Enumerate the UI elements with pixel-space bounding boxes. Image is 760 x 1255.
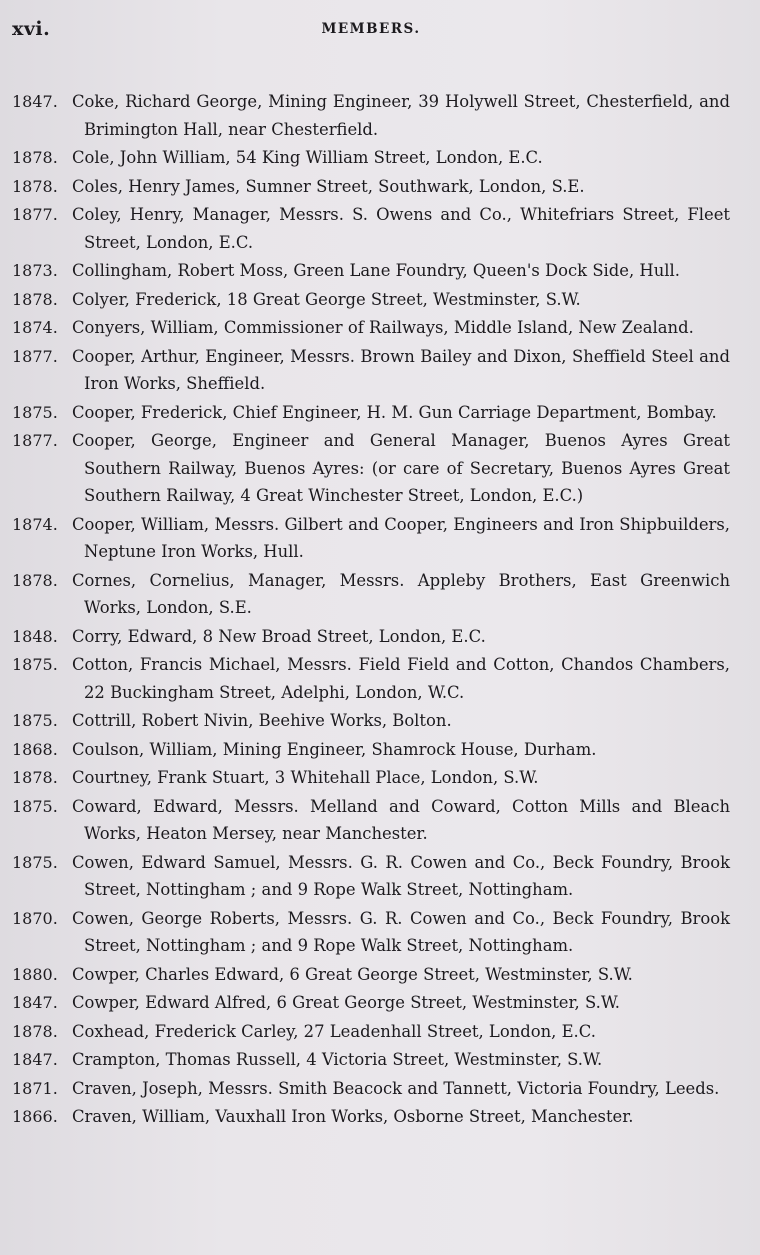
entry-year: 1878. (12, 570, 58, 590)
entry-year: 1875. (12, 711, 58, 730)
entry-text: Cooper, Frederick, Chief Engineer, H. M. Gun Carriage Department, Bombay. (72, 402, 717, 422)
entry-year: 1875. (12, 852, 58, 872)
entry-text: Conyers, William, Commissioner of Railways, Middle Island, New Zealand. (72, 318, 694, 337)
entry-text: Coulson, William, Mining Engineer, Shamrock House, Durham. (72, 739, 597, 759)
entry-text: Cotton, Francis Michael, Messrs. Field Field and Cotton, Chandos Chambers, 22 Buckingham Street, Adelphi, London, W.C. (72, 655, 730, 702)
entry-text: Cornes, Cornelius, Manager, Messrs. Appleby Brothers, East Greenwich Works, London, S.E. (72, 570, 730, 617)
entry-text: Craven, William, Vauxhall Iron Works, Osborne Street, Manchester. (72, 1107, 634, 1126)
entry-text: Courtney, Frank Stuart, 3 Whitehall Place, London, S.W. (72, 768, 539, 787)
member-entry (12, 173, 730, 201)
entry-year: 1868. (12, 739, 58, 759)
entry-text: Corry, Edward, 8 New Broad Street, London, E.C. (72, 626, 486, 646)
entry-year: 1875. (12, 402, 58, 422)
entry-year: 1877. (12, 205, 58, 224)
member-entry (12, 623, 730, 651)
page-number: xvi. (12, 18, 51, 40)
member-entry (12, 511, 730, 566)
member-list (12, 88, 730, 1131)
entry-year: 1866. (12, 1107, 58, 1126)
entry-text: Coward, Edward, Messrs. Melland and Coward, Cotton Mills and Bleach Works, Heaton Mersey, near Manchester. (72, 796, 730, 843)
member-entry (12, 257, 730, 285)
entry-text: Coke, Richard George, Mining Engineer, 39 Holywell Street, Chesterfield, and Brimington Hall, near Chesterfield. (72, 92, 730, 139)
entry-year: 1874. (12, 514, 58, 534)
entry-year: 1877. (12, 431, 58, 450)
entry-text: Cooper, William, Messrs. Gilbert and Cooper, Engineers and Iron Shipbuilders, Neptune Iron Works, Hull. (72, 514, 730, 561)
member-entry (12, 849, 730, 904)
member-entry (12, 399, 730, 427)
entry-year: 1878. (12, 768, 58, 787)
entry-year: 1871. (12, 1078, 58, 1098)
entry-text: Craven, Joseph, Messrs. Smith Beacock and Tannett, Victoria Foundry, Leeds. (72, 1078, 720, 1098)
running-head: MEMBERS. (321, 21, 421, 37)
member-entry (12, 88, 730, 143)
entry-year: 1878. (12, 1021, 58, 1041)
entry-text: Cooper, George, Engineer and General Manager, Buenos Ayres Great Southern Railway, Buenos Ayres: (or care of Secretary, Buenos Ayres Great Southern Railway, 4 Great Winchester Street, London, E.C.) (72, 431, 730, 505)
entry-text: Cowper, Edward Alfred, 6 Great George Street, Westminster, S.W. (72, 993, 621, 1012)
entry-year: 1877. (12, 346, 58, 366)
page-header (12, 18, 730, 44)
member-entry (12, 905, 730, 960)
entry-year: 1870. (12, 908, 58, 928)
member-entry (12, 427, 730, 510)
entry-text: Cooper, Arthur, Engineer, Messrs. Brown Bailey and Dixon, Sheffield Steel and Iron Works, Sheffield. (72, 346, 730, 393)
member-entry (12, 286, 730, 314)
entry-text: Cowper, Charles Edward, 6 Great George Street, Westminster, S.W. (72, 964, 633, 984)
entry-text: Cowen, Edward Samuel, Messrs. G. R. Cowen and Co., Beck Foundry, Brook Street, Nottingham ; and 9 Rope Walk Street, Nottingham. (72, 852, 730, 899)
entry-year: 1880. (12, 964, 58, 984)
member-entry (12, 1075, 730, 1103)
entry-year: 1878. (12, 176, 58, 196)
member-entry (12, 343, 730, 398)
entry-year: 1875. (12, 796, 58, 816)
entry-text: Coxhead, Frederick Carley, 27 Leadenhall Street, London, E.C. (72, 1021, 596, 1041)
member-entry (12, 793, 730, 848)
member-entry (12, 736, 730, 764)
entry-year: 1847. (12, 993, 58, 1012)
entry-year: 1878. (12, 148, 58, 167)
entry-text: Cowen, George Roberts, Messrs. G. R. Cowen and Co., Beck Foundry, Brook Street, Nottingham ; and 9 Rope Walk Street, Nottingham. (72, 908, 730, 955)
member-entry (12, 961, 730, 989)
member-entry (12, 1103, 730, 1131)
entry-text: Cottrill, Robert Nivin, Beehive Works, Bolton. (72, 711, 452, 730)
entry-text: Colyer, Frederick, 18 Great George Street, Westminster, S.W. (72, 289, 581, 309)
entry-text: Collingham, Robert Moss, Green Lane Foundry, Queen's Dock Side, Hull. (72, 261, 680, 280)
member-entry (12, 567, 730, 622)
member-entry (12, 144, 730, 172)
member-entry (12, 314, 730, 342)
entry-year: 1847. (12, 92, 58, 111)
entry-year: 1874. (12, 318, 58, 337)
entry-year: 1873. (12, 261, 58, 280)
member-entry (12, 201, 730, 256)
entry-year: 1878. (12, 289, 58, 309)
member-entry (12, 651, 730, 706)
member-entry (12, 989, 730, 1017)
entry-year: 1848. (12, 626, 58, 646)
entry-year: 1875. (12, 655, 58, 674)
member-entry (12, 1018, 730, 1046)
member-entry (12, 1046, 730, 1074)
entry-year: 1847. (12, 1050, 58, 1069)
entry-text: Coles, Henry James, Sumner Street, Southwark, London, S.E. (72, 176, 585, 196)
entry-text: Cole, John William, 54 King William Street, London, E.C. (72, 148, 543, 167)
member-entry (12, 764, 730, 792)
member-entry (12, 707, 730, 735)
entry-text: Coley, Henry, Manager, Messrs. S. Owens and Co., Whitefriars Street, Fleet Street, London, E.C. (72, 205, 730, 252)
entry-text: Crampton, Thomas Russell, 4 Victoria Street, Westminster, S.W. (72, 1050, 603, 1069)
